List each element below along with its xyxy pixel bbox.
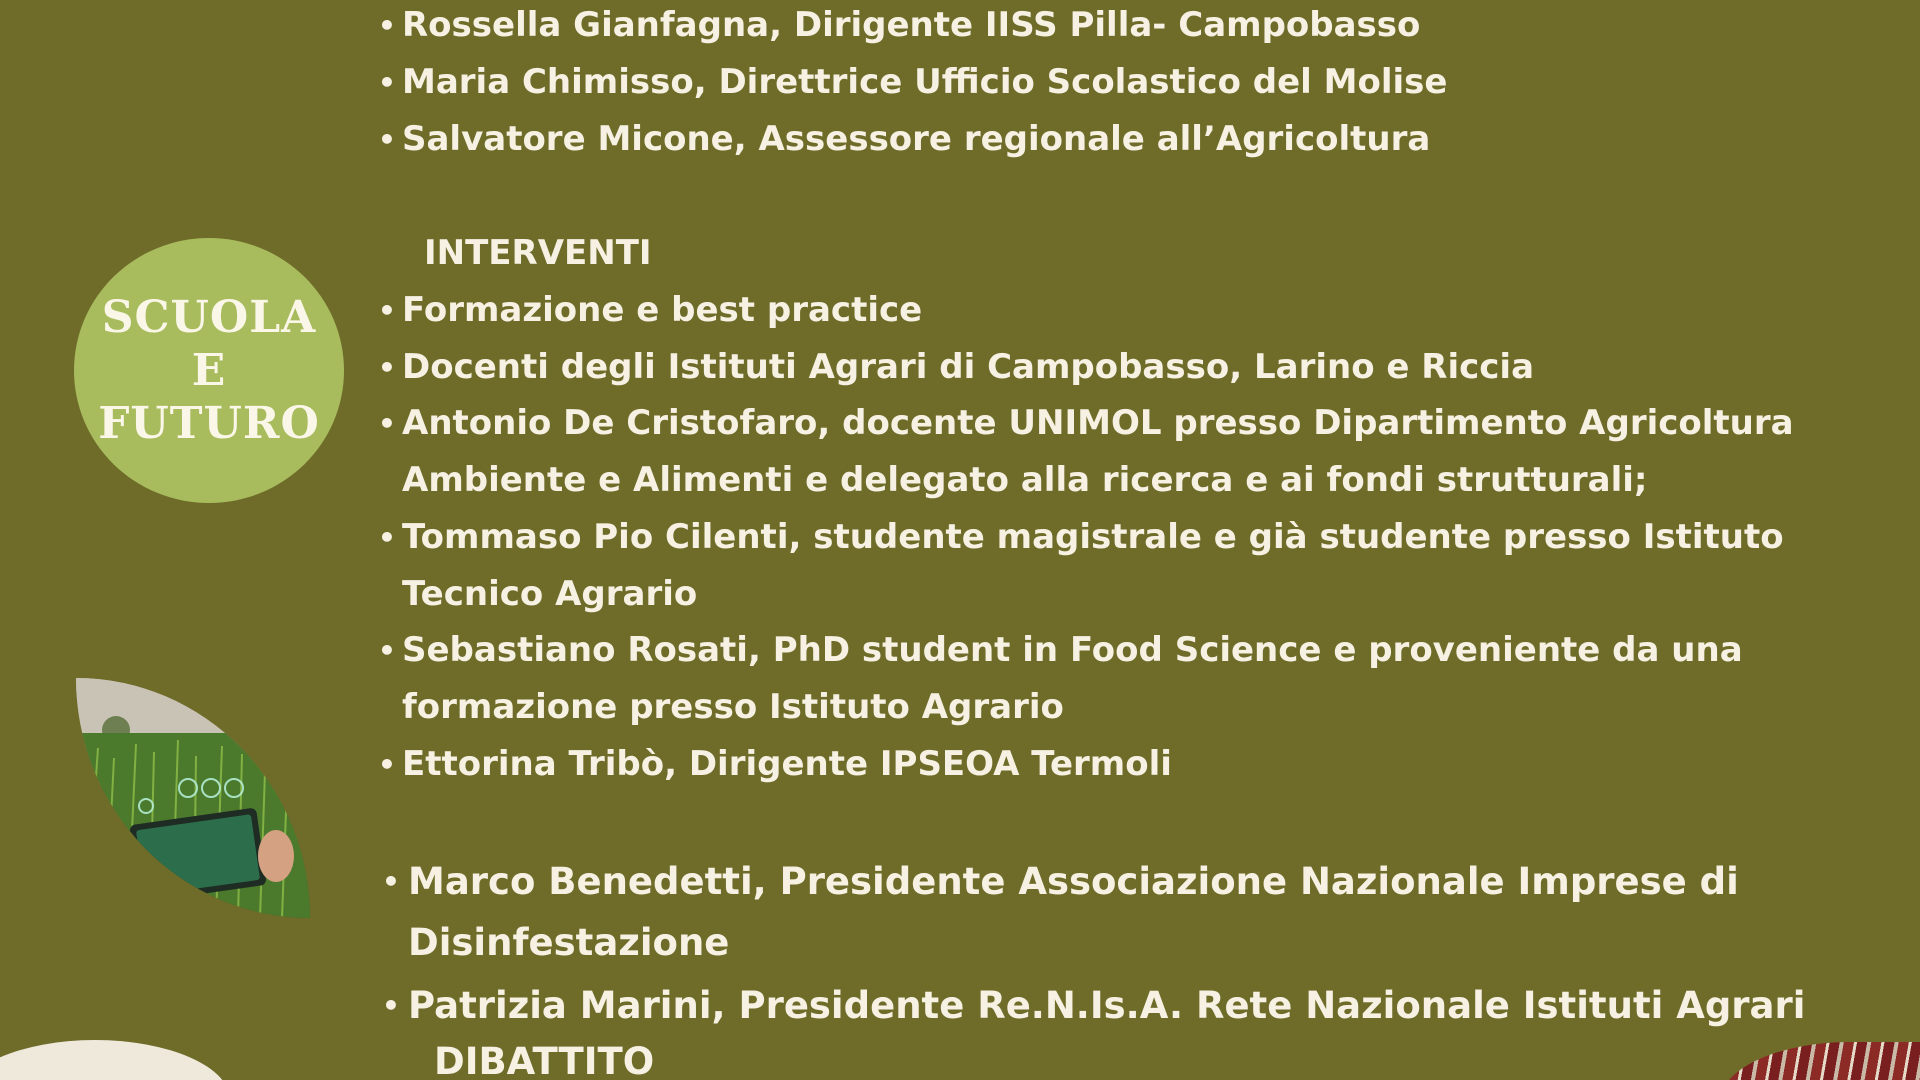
list-item — [402, 509, 1784, 623]
list-item — [402, 395, 1794, 509]
list-item: • Rossella Gianfagna, Dirigente IISS Pilla- Campobasso — [402, 0, 1420, 54]
badge-line-1: SCUOLA — [101, 292, 317, 343]
field-tablet-illustration — [76, 678, 310, 918]
badge-title — [98, 291, 320, 450]
decorative-blob-left — [0, 1040, 230, 1080]
agritech-photo-leaf — [76, 678, 310, 918]
badge-line-3: FUTURO — [98, 398, 320, 449]
list-item: • Ettorina Tribò, Dirigente IPSEOA Termoli — [402, 736, 1172, 793]
list-item-line-1: • Marco Benedetti, Presidente Associazione Nazionale Imprese di — [408, 860, 1739, 903]
list-item-line-1: • Tommaso Pio Cilenti, studente magistrale e già studente presso Istituto — [402, 517, 1784, 557]
list-item: • Patrizia Marini, Presidente Re.N.Is.A. Rete Nazionale Istituti Agrari — [408, 975, 1805, 1036]
badge-line-2: E — [191, 345, 227, 396]
list-item: • Maria Chimisso, Direttrice Ufficio Scolastico del Molise — [402, 54, 1447, 111]
list-item: • Salvatore Micone, Assessore regionale all’Agricoltura — [402, 111, 1430, 168]
list-item — [408, 851, 1739, 973]
list-item-line-1: • Sebastiano Rosati, PhD student in Food Science e proveniente da una — [402, 630, 1743, 670]
decorative-photo-corner-right — [1720, 1042, 1920, 1080]
list-item — [402, 622, 1743, 736]
list-item-line-1: • Antonio De Cristofaro, docente UNIMOL presso Dipartimento Agricoltura — [402, 403, 1794, 443]
dibattito-heading: DIBATTITO — [434, 1040, 655, 1080]
list-item: • Docenti degli Istituti Agrari di Campobasso, Larino e Riccia — [402, 339, 1534, 396]
list-item-line-2: Disinfestazione — [408, 921, 730, 964]
list-item-line-2: Tecnico Agrario — [402, 574, 698, 614]
section-heading-interventi: INTERVENTI — [424, 233, 652, 273]
list-item-line-2: formazione presso Istituto Agrario — [402, 687, 1064, 727]
list-item: • Formazione e best practice — [402, 282, 922, 339]
list-item-line-2: Ambiente e Alimenti e delegato alla ricerca e ai fondi strutturali; — [402, 460, 1648, 500]
scuola-e-futuro-badge — [74, 238, 344, 503]
